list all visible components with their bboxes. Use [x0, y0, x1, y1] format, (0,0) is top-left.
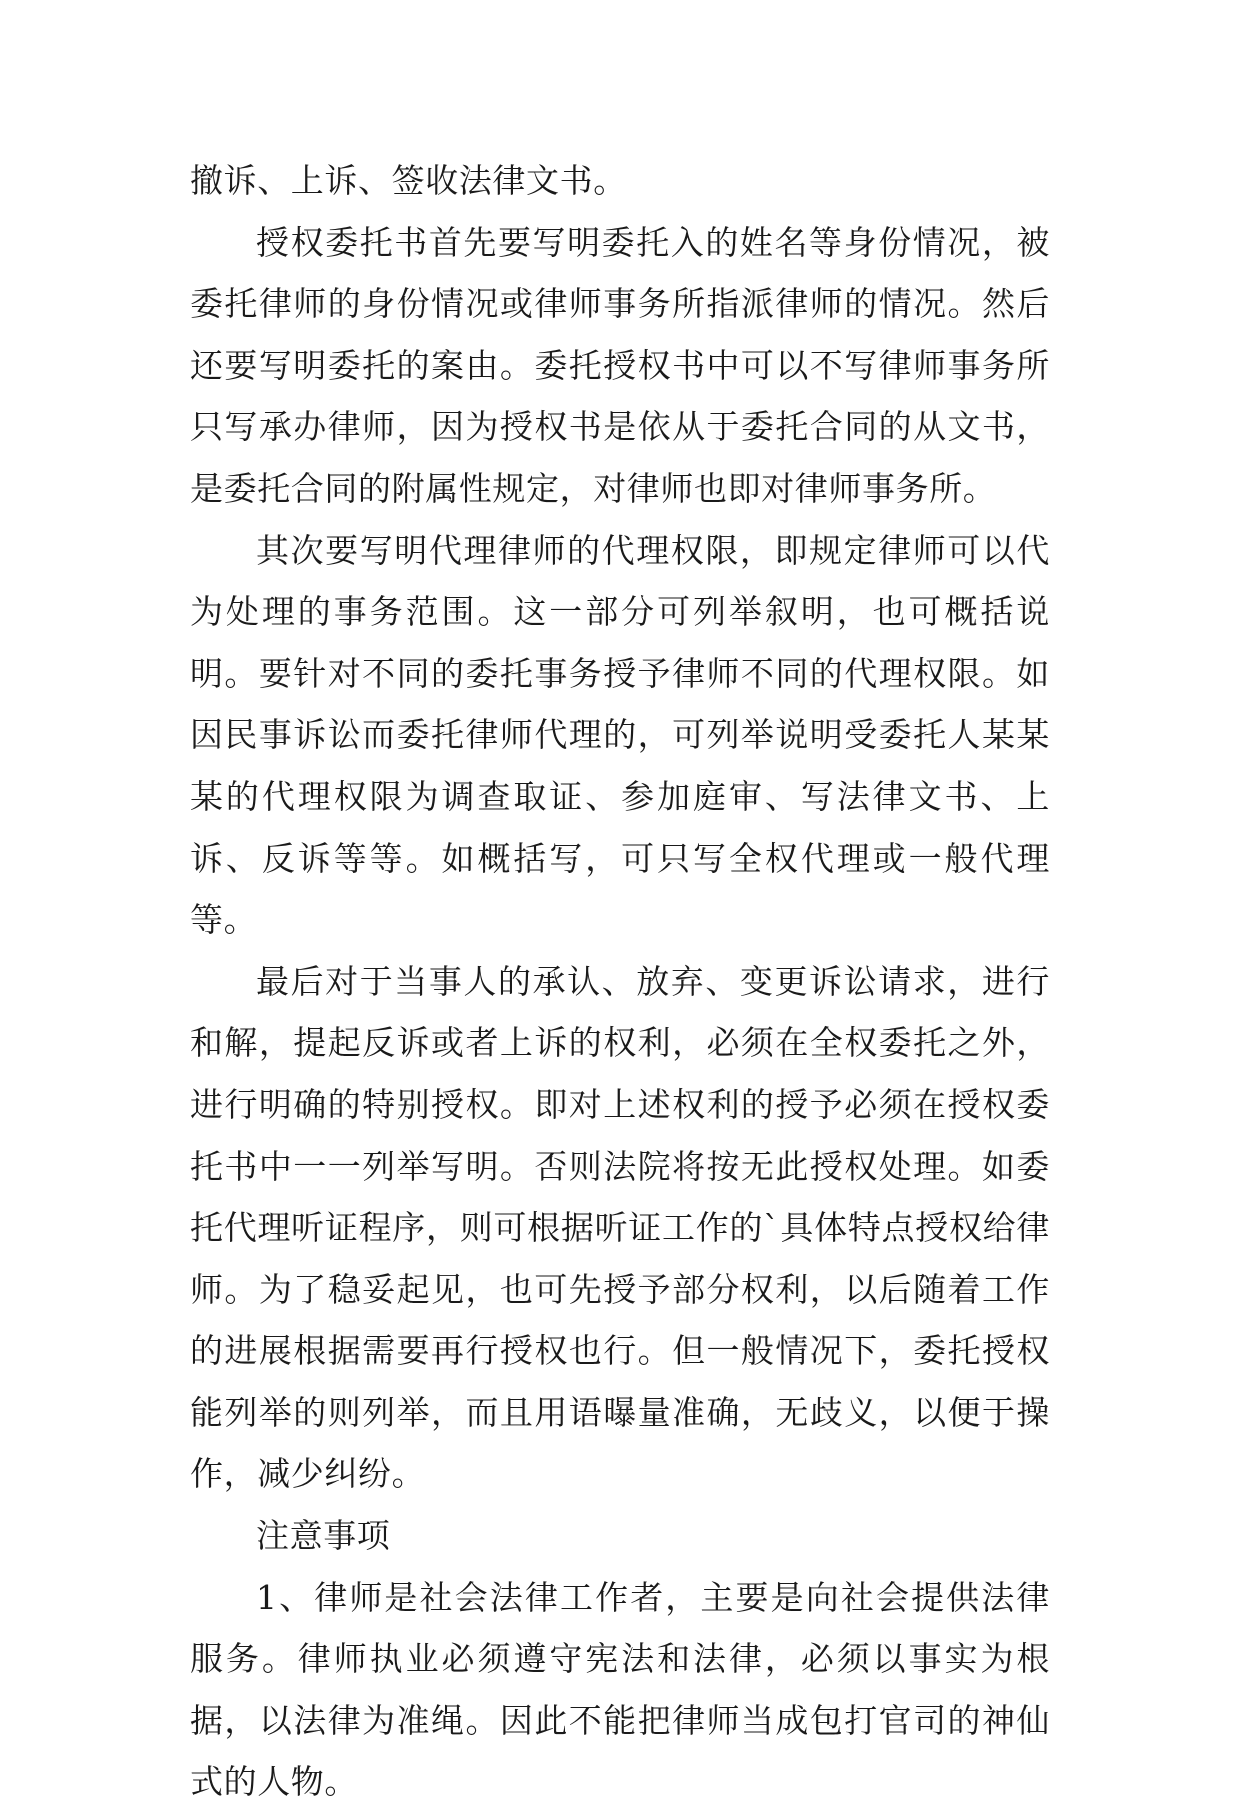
paragraph-agency-scope: 其次要写明代理律师的代理权限，即规定律师可以代为处理的事务范围。这一部分可列举叙明，也可概括说明。要针对不同的委托事务授予律师不同的代理权限。如因民事诉讼而委托律师代理的，可列举说明受委托人某某某的代理权限为调查取证、参加庭审、写法律文书、上诉、反诉等等。如概括写，可只写全权代理或一般代理等。: [190, 530, 1050, 940]
paragraph-authorization-contents: 授权委托书首先要写明委托入的姓名等身份情况，被委托律师的身份情况或律师事务所指派律师的情况。然后还要写明委托的案由。委托授权书中可以不写律师事务所只写承办律师，因为授权书是依从于委托合同的从文书，是委托合同的附属性规定，对律师也即对律师事务所。: [190, 222, 1050, 508]
document-body: [190, 150, 1050, 1813]
paragraph-continuation: 撤诉、上诉、签收法律文书。: [190, 161, 627, 200]
paragraph-special-authorization: 最后对于当事人的承认、放弃、变更诉讼请求，进行和解，提起反诉或者上诉的权利，必须在全权委托之外，进行明确的特别授权。即对上述权利的授予必须在授权委托书中一一列举写明。否则法院将按无此授权处理。如委托代理听证程序，则可根据听证工作的`具体特点授权给律师。为了稳妥起见，也可先授予部分权利，以后随着工作的进展根据需要再行授权也行。但一般情况下，委托授权能列举的则列举，而且用语曝量准确，无歧义，以便于操作，减少纠纷。: [190, 961, 1050, 1494]
section-heading-notes: 注意事项: [256, 1516, 391, 1556]
paragraph-note-1: 1、律师是社会法律工作者，主要是向社会提供法律服务。律师执业必须遵守宪法和法律，必须以事实为根据，以法律为准绳。因此不能把律师当成包打官司的神仙式的人物。: [190, 1577, 1050, 1802]
